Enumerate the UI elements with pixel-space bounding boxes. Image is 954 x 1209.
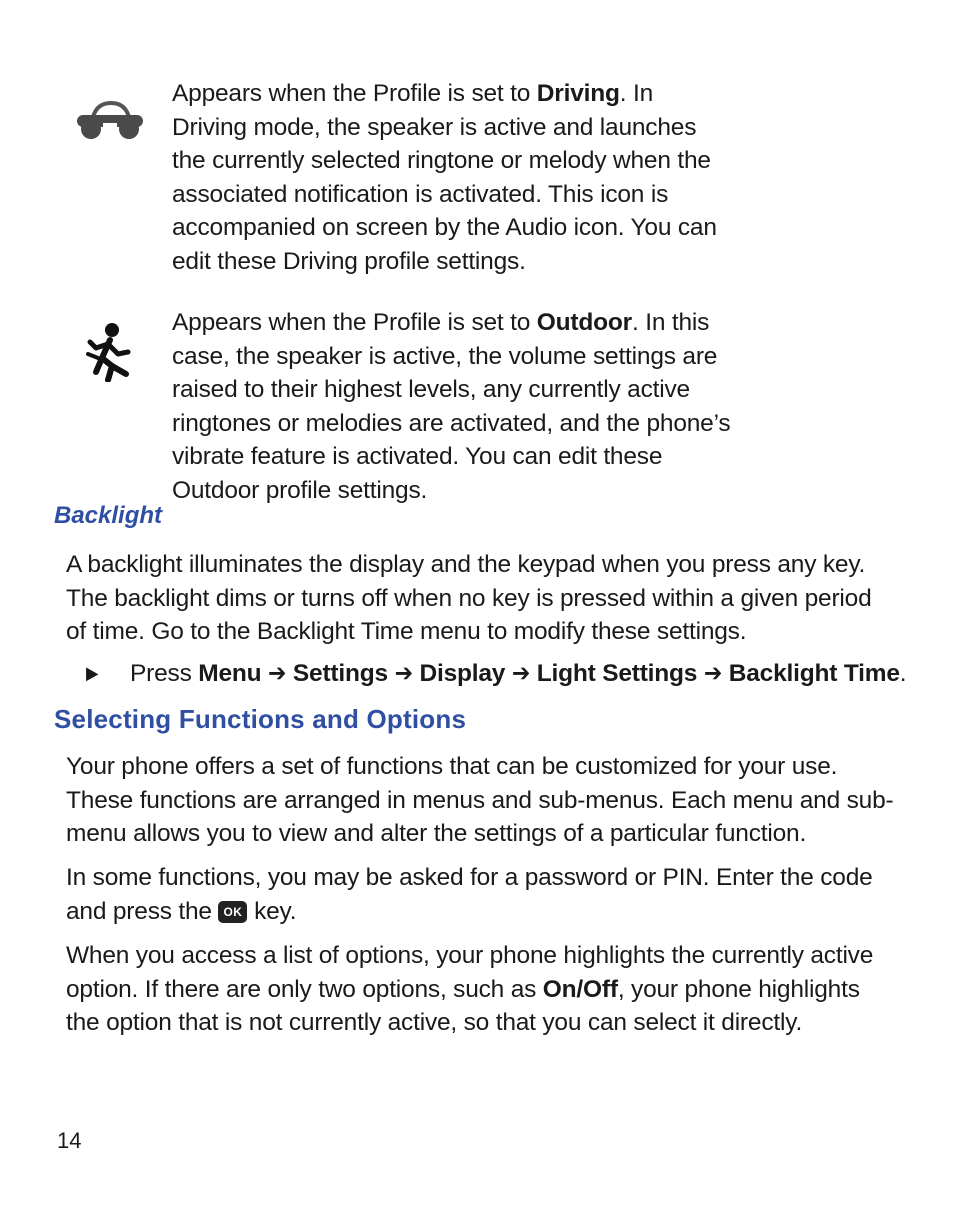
driving-intro: Appears when the Profile is set to bbox=[172, 80, 537, 107]
selecting-paragraph-3 bbox=[66, 939, 896, 1040]
step-settings: Settings bbox=[292, 660, 388, 687]
selecting-paragraph-1: Your phone offers a set of functions that can be customized for your use. These functions are arranged in menus and sub-menus. Each menu and sub-menu allows you to view and alter the settings of a particular function. bbox=[66, 753, 894, 847]
step-display: Display bbox=[419, 660, 506, 687]
p2-after: key. bbox=[247, 897, 297, 925]
arrow-3: ➔ bbox=[505, 660, 537, 687]
p3-bold: On/Off bbox=[542, 975, 618, 1003]
outdoor-intro: Appears when the Profile is set to bbox=[172, 309, 537, 336]
ok-key-icon: OK bbox=[218, 901, 247, 923]
p3-after: , your phone highlights the option that is not currently active, so that you can select it directly. bbox=[66, 975, 860, 1036]
driving-bold: Driving bbox=[536, 80, 620, 107]
bullet-triangle-icon: ▶ bbox=[86, 663, 99, 683]
arrow-2: ➔ bbox=[387, 660, 420, 687]
outdoor-rest: . In this case, the speaker is active, the volume settings are raised to their highest levels, any currently active ringtones or melodies are activated, and the phone’s vibrate feature is activated. You can edit these Outdoor profile settings. bbox=[172, 309, 731, 504]
driving-description bbox=[172, 77, 732, 278]
instruction-text bbox=[130, 657, 906, 691]
arrow-1: ➔ bbox=[261, 660, 293, 687]
arrow-4: ➔ bbox=[697, 660, 729, 687]
running-person-icon bbox=[70, 322, 150, 382]
outdoor-description bbox=[172, 306, 732, 507]
p3-before: When you access a list of options, your phone highlights the currently active option. If there are only two options, such as bbox=[66, 942, 874, 1003]
driving-rest: . In Driving mode, the speaker is active and launches the currently selected ringtone or melody when the associated notification is activated. This icon is accompanied on screen by the Audio icon. You can edit these Driving profile settings. bbox=[172, 80, 717, 275]
step-light-settings: Light Settings bbox=[536, 660, 698, 687]
instruction-end: . bbox=[899, 660, 907, 687]
car-icon bbox=[70, 89, 150, 149]
press-label: Press bbox=[130, 660, 199, 687]
step-menu: Menu bbox=[198, 660, 262, 687]
page-number: 14 bbox=[57, 1128, 82, 1153]
backlight-paragraph: A backlight illuminates the display and the keypad when you press any key. The backlight dims or turns off when no key is pressed within a given period of time. Go to the Backlight Time menu to modify these settings. bbox=[66, 551, 872, 645]
selecting-heading: Selecting Functions and Options bbox=[54, 704, 467, 734]
outdoor-bold: Outdoor bbox=[536, 309, 633, 336]
step-backlight-time: Backlight Time bbox=[728, 660, 900, 687]
backlight-heading: Backlight bbox=[54, 502, 163, 529]
selecting-paragraph-2 bbox=[66, 861, 896, 928]
p2-before: In some functions, you may be asked for a password or PIN. Enter the code and press the bbox=[66, 864, 873, 925]
